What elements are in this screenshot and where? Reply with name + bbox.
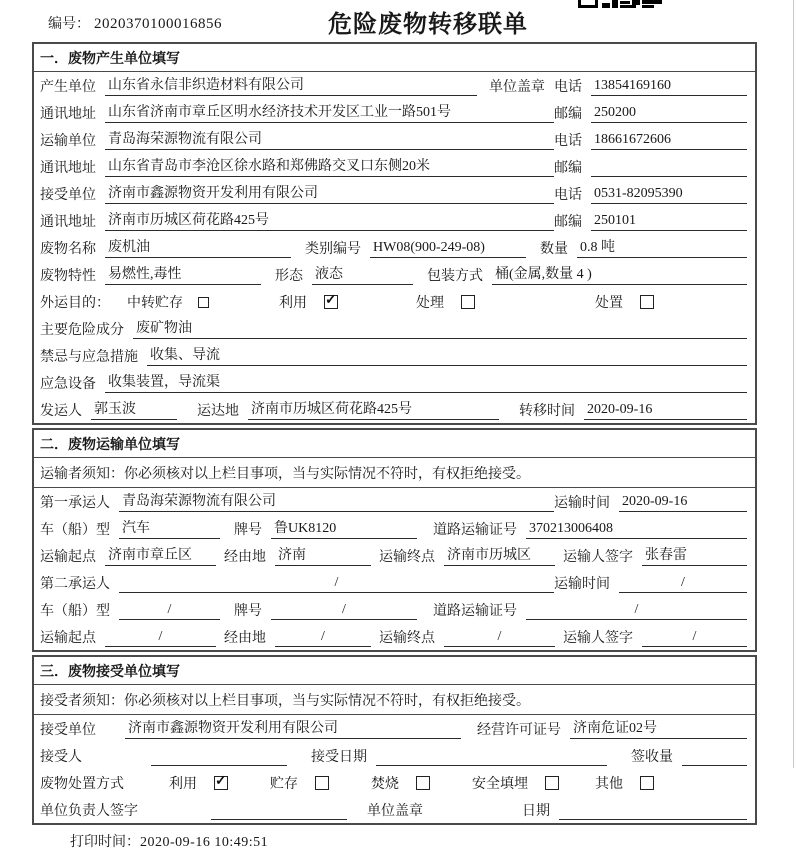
section-3-header: 三．废物接受单位填写 (34, 657, 755, 685)
checkbox-label: 贮存 (270, 777, 298, 792)
field-label: 运输时间 (554, 496, 610, 511)
checkbox-storage (315, 776, 329, 790)
field-label: 运输起点 (40, 631, 96, 646)
form-row-emergency-equipment (34, 369, 755, 396)
field-value: 济南市鑫源物资开发利用有限公司 (125, 720, 461, 739)
field-label: 禁忌与应急措施 (40, 350, 138, 365)
field-value: 0.8 吨 (577, 239, 747, 258)
field-label: 废物处置方式 (40, 777, 124, 792)
form-row-receive-person (34, 742, 755, 769)
field-value: 汽车 (119, 520, 220, 539)
checkbox-landfill (545, 776, 559, 790)
form-row-second-carrier (34, 569, 755, 596)
field-label: 废物特性 (40, 269, 96, 284)
section-receiver (32, 655, 757, 825)
field-value: / (271, 601, 417, 620)
field-value: 2020-09-16 (584, 401, 747, 420)
form-row-emergency-measures (34, 342, 755, 369)
field-value: 13854169160 (591, 77, 747, 96)
checkbox-label: 焚烧 (371, 777, 399, 792)
seal-label: 单位盖章 (489, 80, 545, 95)
form-row-hazard-component (34, 315, 755, 342)
form-row-route-2 (34, 623, 755, 650)
field-label: 经营许可证号 (477, 723, 561, 738)
field-value: / (619, 574, 747, 593)
field-label: 转移时间 (519, 404, 575, 419)
field-label: 发运人 (40, 404, 82, 419)
checkbox-label: 处置 (595, 296, 623, 311)
field-label: 接受日期 (311, 750, 367, 765)
field-label: 主要危险成分 (40, 323, 124, 338)
signature-value: 张春雷 (642, 547, 747, 566)
field-value: 桶(金属,数量 4 ) (492, 266, 747, 285)
field-value (591, 158, 747, 177)
checkbox-utilize (214, 776, 228, 790)
left-group (40, 573, 554, 593)
field-label: 经由地 (224, 550, 266, 565)
field-value: 250101 (591, 212, 747, 231)
checkbox-treat (461, 295, 475, 309)
form-row-disposal-method (34, 769, 755, 796)
field-label: 运输时间 (554, 577, 610, 592)
field-value: 废机油 (105, 239, 291, 258)
field-label: 运输终点 (379, 550, 435, 565)
checkbox-incinerate (416, 776, 430, 790)
field-value: / (526, 601, 747, 620)
form-row-waste-name (34, 234, 755, 261)
checkbox-transit-storage (198, 297, 209, 308)
field-value: 济南市鑫源物资开发利用有限公司 (105, 185, 554, 204)
field-value: 收集、导流 (147, 347, 747, 366)
field-value: 250200 (591, 104, 747, 123)
field-label: 运达地 (197, 404, 239, 419)
checkbox-label: 处理 (416, 296, 444, 311)
field-label: 运输人签字 (563, 631, 633, 646)
field-label: 签收量 (631, 750, 673, 765)
checkbox-utilize (324, 295, 338, 309)
checkbox-label: 利用 (279, 296, 307, 311)
field-label: 电话 (554, 80, 582, 95)
signature-value (211, 801, 347, 820)
field-label: 废物名称 (40, 242, 96, 257)
field-label: 运输起点 (40, 550, 96, 565)
print-time-value: 2020-09-16 10:49:51 (140, 835, 269, 850)
checkbox-label: 其他 (595, 777, 623, 792)
field-value: / (119, 601, 220, 620)
field-value: 济南危证02号 (570, 720, 747, 739)
doc-number-label: 编号： (48, 17, 90, 32)
field-value: HW08(900-249-08) (370, 239, 526, 258)
field-value: / (444, 628, 555, 647)
field-value: 青岛海荣源物流有限公司 (105, 131, 554, 150)
field-label: 运输人签字 (563, 550, 633, 565)
field-label: 应急设备 (40, 377, 96, 392)
field-value: 山东省济南市章丘区明水经济技术开发区工业一路501号 (105, 104, 554, 123)
form-row-transporter-unit (34, 126, 755, 153)
field-value (682, 747, 747, 766)
field-label: 运输单位 (40, 134, 96, 149)
field-label: 产生单位 (40, 80, 96, 95)
field-label: 道路运输证号 (433, 523, 517, 538)
field-label: 包装方式 (427, 269, 483, 284)
section-1-header: 一．废物产生单位填写 (34, 44, 755, 72)
field-value: 济南 (275, 547, 371, 566)
field-label: 车（船）型 (40, 523, 110, 538)
checkbox-label: 安全填埋 (472, 777, 528, 792)
field-label: 日期 (522, 804, 550, 819)
field-value: 废矿物油 (133, 320, 747, 339)
form-row-transfer-purpose (34, 288, 755, 315)
field-value (559, 801, 747, 820)
transporter-notice: 运输者须知：你必须核对以上栏目事项，当与实际情况不符时，有权拒绝接受。 (34, 458, 755, 488)
field-value: 易燃性,毒性 (105, 266, 261, 285)
form-row-vehicle-1 (34, 515, 755, 542)
field-value: 济南市历城区荷花路425号 (248, 401, 499, 420)
field-label: 数量 (540, 242, 568, 257)
left-group (40, 103, 554, 123)
field-value: 郭玉波 (91, 401, 177, 420)
seal-label: 单位盖章 (367, 804, 423, 819)
form-row-receiver-address (34, 207, 755, 234)
form-row-generator-address (34, 99, 755, 126)
field-label: 车（船）型 (40, 604, 110, 619)
doc-number-value: 2020370100016856 (94, 16, 222, 32)
field-value (151, 747, 287, 766)
field-value: 济南市历城区荷花路425号 (105, 212, 554, 231)
print-time (70, 831, 757, 851)
field-label: 经由地 (224, 631, 266, 646)
field-label: 通讯地址 (40, 215, 96, 230)
field-label: 通讯地址 (40, 161, 96, 176)
qr-code-fragment (578, 0, 662, 8)
field-value: 370213006408 (526, 520, 747, 539)
signature-value: / (642, 628, 747, 647)
field-label: 牌号 (234, 604, 262, 619)
print-time-label: 打印时间： (70, 835, 140, 850)
field-value: 0531-82095390 (591, 185, 747, 204)
field-label: 外运目的： (40, 296, 110, 311)
field-value: / (119, 574, 554, 593)
field-value: 青岛海荣源物流有限公司 (119, 493, 554, 512)
form-row-responsible-signature (34, 796, 755, 823)
receiver-notice: 接受者须知：你必须核对以上栏目事项，当与实际情况不符时，有权拒绝接受。 (34, 685, 755, 715)
field-label: 电话 (554, 134, 582, 149)
field-value: 收集装置，导流渠 (105, 374, 747, 393)
page-edge-line (793, 0, 794, 768)
field-label: 电话 (554, 188, 582, 203)
manifest-form (32, 42, 757, 851)
field-label: 形态 (275, 269, 303, 284)
document-header (0, 0, 796, 42)
form-row-generator-unit (34, 72, 755, 99)
checkbox-other (640, 776, 654, 790)
field-value: 18661672606 (591, 131, 747, 150)
checkbox-label: 中转贮存 (127, 296, 183, 311)
field-value: 济南市历城区 (444, 547, 555, 566)
field-label: 类别编号 (305, 242, 361, 257)
field-label: 接受单位 (40, 188, 96, 203)
left-group (40, 184, 554, 204)
field-label: 邮编 (554, 215, 582, 230)
field-value: / (275, 628, 371, 647)
form-row-transporter-address (34, 153, 755, 180)
field-label: 邮编 (554, 107, 582, 122)
field-label: 单位负责人签字 (40, 804, 138, 819)
form-row-receiver-unit (34, 180, 755, 207)
form-row-waste-traits (34, 261, 755, 288)
checkbox-label: 利用 (169, 777, 197, 792)
field-label: 第二承运人 (40, 577, 110, 592)
field-value: 液态 (312, 266, 413, 285)
field-label: 通讯地址 (40, 107, 96, 122)
form-row-receive-unit (34, 715, 755, 742)
form-row-vehicle-2 (34, 596, 755, 623)
field-label: 第一承运人 (40, 496, 110, 511)
left-group (40, 492, 554, 512)
left-group (40, 130, 554, 150)
field-value: 济南市章丘区 (105, 547, 216, 566)
form-row-first-carrier (34, 488, 755, 515)
doc-number (48, 13, 222, 33)
section-transporter (32, 428, 757, 652)
checkbox-dispose (640, 295, 654, 309)
field-value: 山东省永信非织造材料有限公司 (105, 77, 477, 96)
form-row-route-1 (34, 542, 755, 569)
field-value: 鲁UK8120 (271, 520, 417, 539)
field-label: 邮编 (554, 161, 582, 176)
section-generator (32, 42, 757, 425)
field-value: 山东省青岛市李沧区徐水路和郑佛路交叉口东侧20米 (105, 158, 554, 177)
section-2-header: 二．废物运输单位填写 (34, 430, 755, 458)
field-label: 运输终点 (379, 631, 435, 646)
field-value: 2020-09-16 (619, 493, 747, 512)
field-value: / (105, 628, 216, 647)
left-group (40, 76, 554, 96)
field-label: 道路运输证号 (433, 604, 517, 619)
form-row-consignor (34, 396, 755, 423)
left-group (40, 157, 554, 177)
field-label: 牌号 (234, 523, 262, 538)
field-label: 接受单位 (40, 723, 96, 738)
page-title: 危险废物转移联单 (328, 11, 528, 38)
left-group (40, 211, 554, 231)
field-label: 接受人 (40, 750, 82, 765)
field-value (376, 747, 607, 766)
